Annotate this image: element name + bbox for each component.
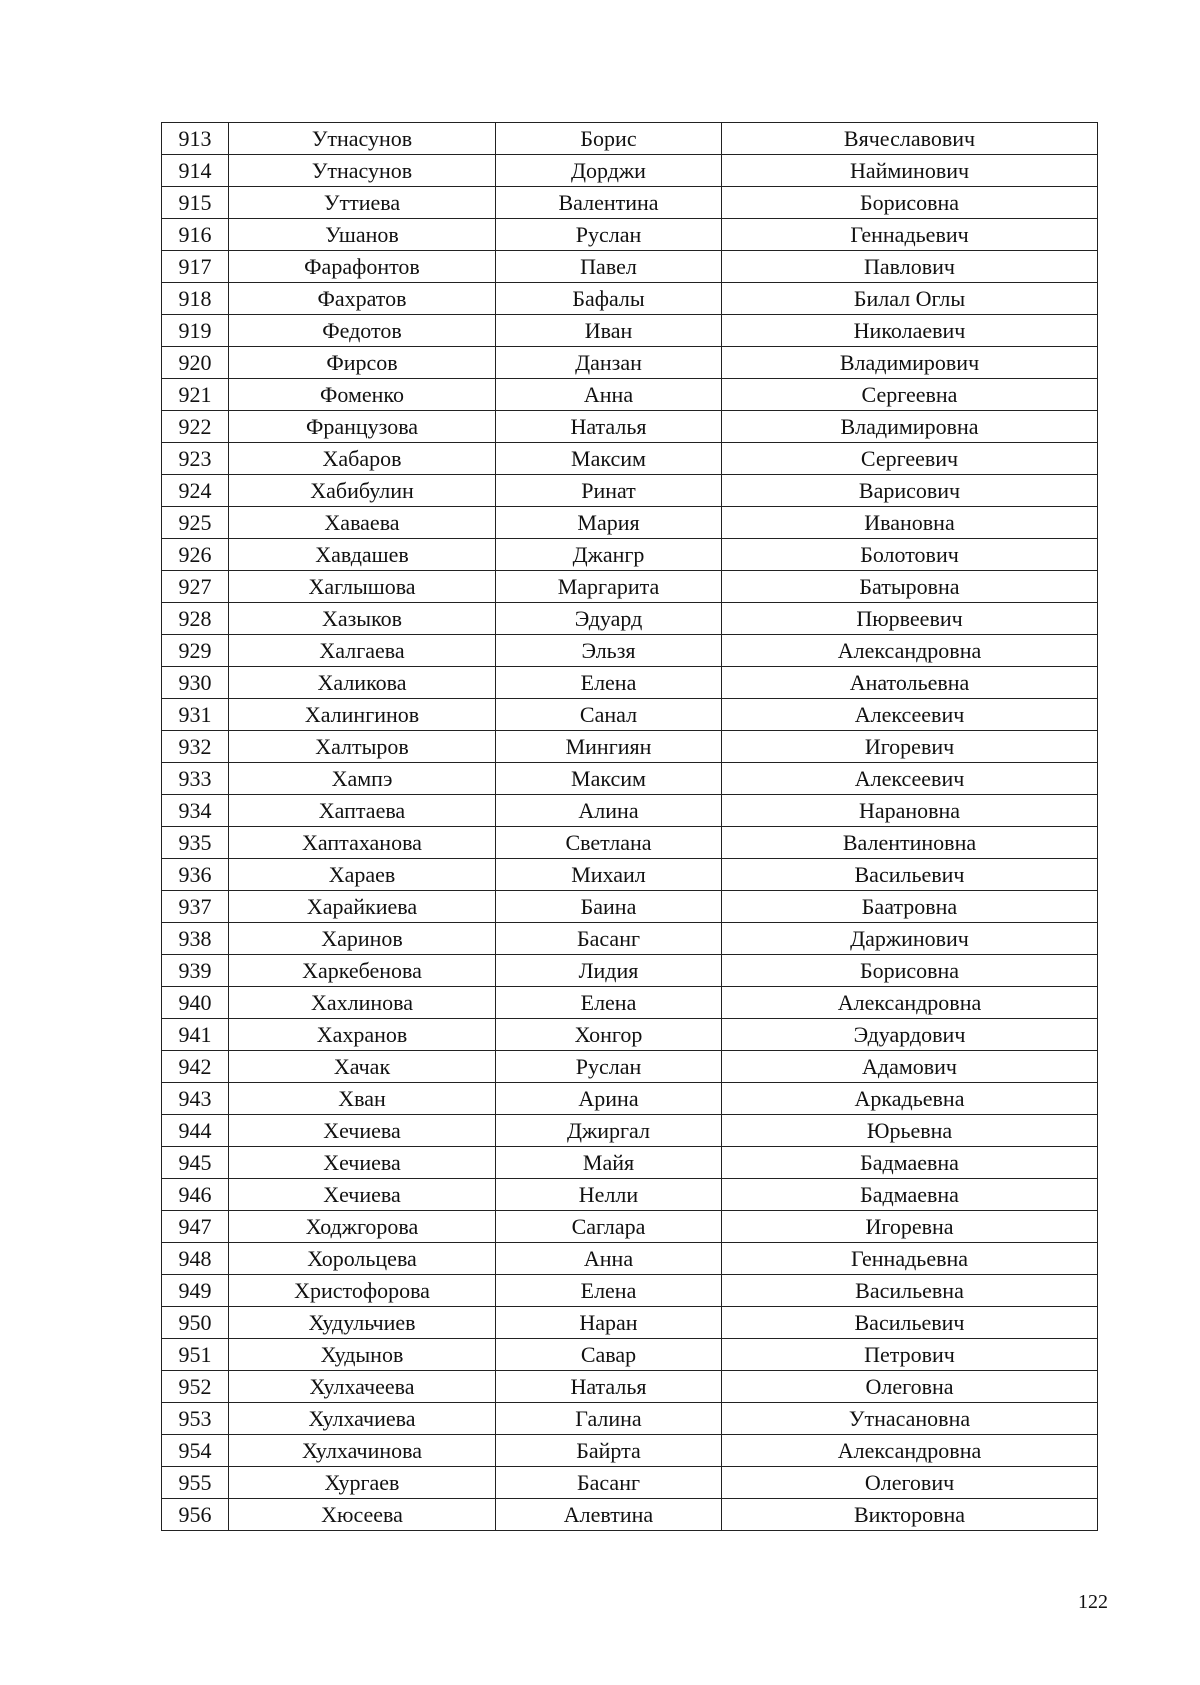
first-name-cell: Руслан xyxy=(496,1051,722,1083)
row-number-cell: 926 xyxy=(162,539,229,571)
patronymic-cell: Павлович xyxy=(722,251,1098,283)
first-name-cell: Джиргал xyxy=(496,1115,722,1147)
table-row xyxy=(162,859,1098,891)
patronymic-cell: Александровна xyxy=(722,987,1098,1019)
last-name-cell: Утнасунов xyxy=(229,155,496,187)
last-name-cell: Халгаева xyxy=(229,635,496,667)
last-name-cell: Уттиева xyxy=(229,187,496,219)
first-name-cell: Елена xyxy=(496,1275,722,1307)
row-number-cell: 914 xyxy=(162,155,229,187)
first-name-cell: Нелли xyxy=(496,1179,722,1211)
first-name-cell: Ринат xyxy=(496,475,722,507)
last-name-cell: Хорольцева xyxy=(229,1243,496,1275)
table-row xyxy=(162,955,1098,987)
patronymic-cell: Геннадьевна xyxy=(722,1243,1098,1275)
patronymic-cell: Николаевич xyxy=(722,315,1098,347)
patronymic-cell: Борисовна xyxy=(722,187,1098,219)
table-row xyxy=(162,379,1098,411)
patronymic-cell: Даржинович xyxy=(722,923,1098,955)
first-name-cell: Максим xyxy=(496,763,722,795)
last-name-cell: Фахратов xyxy=(229,283,496,315)
first-name-cell: Бафалы xyxy=(496,283,722,315)
last-name-cell: Харинов xyxy=(229,923,496,955)
patronymic-cell: Утнасановна xyxy=(722,1403,1098,1435)
last-name-cell: Ходжгорова xyxy=(229,1211,496,1243)
last-name-cell: Хаваева xyxy=(229,507,496,539)
row-number-cell: 939 xyxy=(162,955,229,987)
table-row xyxy=(162,1403,1098,1435)
first-name-cell: Иван xyxy=(496,315,722,347)
patronymic-cell: Болотович xyxy=(722,539,1098,571)
patronymic-cell: Игоревна xyxy=(722,1211,1098,1243)
row-number-cell: 954 xyxy=(162,1435,229,1467)
patronymic-cell: Геннадьевич xyxy=(722,219,1098,251)
patronymic-cell: Вячеславович xyxy=(722,123,1098,155)
first-name-cell: Джангр xyxy=(496,539,722,571)
first-name-cell: Наран xyxy=(496,1307,722,1339)
table-row xyxy=(162,1275,1098,1307)
row-number-cell: 922 xyxy=(162,411,229,443)
first-name-cell: Саглара xyxy=(496,1211,722,1243)
first-name-cell: Светлана xyxy=(496,827,722,859)
first-name-cell: Басанг xyxy=(496,1467,722,1499)
first-name-cell: Максим xyxy=(496,443,722,475)
patronymic-cell: Борисовна xyxy=(722,955,1098,987)
row-number-cell: 936 xyxy=(162,859,229,891)
row-number-cell: 925 xyxy=(162,507,229,539)
last-name-cell: Худынов xyxy=(229,1339,496,1371)
patronymic-cell: Алексеевич xyxy=(722,763,1098,795)
last-name-cell: Хаптаханова xyxy=(229,827,496,859)
patronymic-cell: Алексеевич xyxy=(722,699,1098,731)
first-name-cell: Руслан xyxy=(496,219,722,251)
table-row xyxy=(162,987,1098,1019)
row-number-cell: 938 xyxy=(162,923,229,955)
first-name-cell: Валентина xyxy=(496,187,722,219)
first-name-cell: Наталья xyxy=(496,1371,722,1403)
table-row xyxy=(162,411,1098,443)
table-row xyxy=(162,251,1098,283)
last-name-cell: Хараев xyxy=(229,859,496,891)
last-name-cell: Хазыков xyxy=(229,603,496,635)
table-row xyxy=(162,155,1098,187)
table-row xyxy=(162,731,1098,763)
first-name-cell: Эльзя xyxy=(496,635,722,667)
row-number-cell: 929 xyxy=(162,635,229,667)
row-number-cell: 945 xyxy=(162,1147,229,1179)
patronymic-cell: Сергеевна xyxy=(722,379,1098,411)
patronymic-cell: Бадмаевна xyxy=(722,1179,1098,1211)
row-number-cell: 953 xyxy=(162,1403,229,1435)
table-row xyxy=(162,635,1098,667)
patronymic-cell: Нарановна xyxy=(722,795,1098,827)
table-row xyxy=(162,1243,1098,1275)
first-name-cell: Анна xyxy=(496,379,722,411)
first-name-cell: Савар xyxy=(496,1339,722,1371)
table-row xyxy=(162,571,1098,603)
row-number-cell: 924 xyxy=(162,475,229,507)
patronymic-cell: Валентиновна xyxy=(722,827,1098,859)
first-name-cell: Маргарита xyxy=(496,571,722,603)
last-name-cell: Халикова xyxy=(229,667,496,699)
row-number-cell: 955 xyxy=(162,1467,229,1499)
last-name-cell: Хюсеева xyxy=(229,1499,496,1531)
last-name-cell: Хаптаева xyxy=(229,795,496,827)
name-list-table xyxy=(161,122,1098,1531)
row-number-cell: 949 xyxy=(162,1275,229,1307)
last-name-cell: Хулхачинова xyxy=(229,1435,496,1467)
first-name-cell: Арина xyxy=(496,1083,722,1115)
row-number-cell: 930 xyxy=(162,667,229,699)
table-row xyxy=(162,1179,1098,1211)
row-number-cell: 919 xyxy=(162,315,229,347)
row-number-cell: 933 xyxy=(162,763,229,795)
patronymic-cell: Олегович xyxy=(722,1467,1098,1499)
row-number-cell: 942 xyxy=(162,1051,229,1083)
last-name-cell: Хабибулин xyxy=(229,475,496,507)
patronymic-cell: Эдуардович xyxy=(722,1019,1098,1051)
table-row xyxy=(162,1371,1098,1403)
table-row xyxy=(162,699,1098,731)
table-row xyxy=(162,475,1098,507)
row-number-cell: 923 xyxy=(162,443,229,475)
first-name-cell: Баина xyxy=(496,891,722,923)
patronymic-cell: Олеговна xyxy=(722,1371,1098,1403)
row-number-cell: 956 xyxy=(162,1499,229,1531)
last-name-cell: Хачак xyxy=(229,1051,496,1083)
row-number-cell: 952 xyxy=(162,1371,229,1403)
table-row xyxy=(162,347,1098,379)
row-number-cell: 931 xyxy=(162,699,229,731)
patronymic-cell: Билал Оглы xyxy=(722,283,1098,315)
patronymic-cell: Петрович xyxy=(722,1339,1098,1371)
table-row xyxy=(162,891,1098,923)
table-row xyxy=(162,1499,1098,1531)
first-name-cell: Елена xyxy=(496,667,722,699)
patronymic-cell: Владимировна xyxy=(722,411,1098,443)
patronymic-cell: Адамович xyxy=(722,1051,1098,1083)
last-name-cell: Хахранов xyxy=(229,1019,496,1051)
patronymic-cell: Васильевич xyxy=(722,1307,1098,1339)
table-row xyxy=(162,795,1098,827)
row-number-cell: 918 xyxy=(162,283,229,315)
last-name-cell: Фоменко xyxy=(229,379,496,411)
row-number-cell: 944 xyxy=(162,1115,229,1147)
table-row xyxy=(162,1307,1098,1339)
row-number-cell: 948 xyxy=(162,1243,229,1275)
last-name-cell: Фирсов xyxy=(229,347,496,379)
row-number-cell: 937 xyxy=(162,891,229,923)
patronymic-cell: Александровна xyxy=(722,1435,1098,1467)
row-number-cell: 950 xyxy=(162,1307,229,1339)
patronymic-cell: Васильевич xyxy=(722,859,1098,891)
patronymic-cell: Варисович xyxy=(722,475,1098,507)
last-name-cell: Хахлинова xyxy=(229,987,496,1019)
row-number-cell: 913 xyxy=(162,123,229,155)
table-row xyxy=(162,1083,1098,1115)
patronymic-cell: Пюрвеевич xyxy=(722,603,1098,635)
table-row xyxy=(162,827,1098,859)
last-name-cell: Хавдашев xyxy=(229,539,496,571)
patronymic-cell: Найминович xyxy=(722,155,1098,187)
first-name-cell: Мингиян xyxy=(496,731,722,763)
table-row xyxy=(162,1467,1098,1499)
patronymic-cell: Ивановна xyxy=(722,507,1098,539)
last-name-cell: Хулхачеева xyxy=(229,1371,496,1403)
row-number-cell: 920 xyxy=(162,347,229,379)
patronymic-cell: Баатровна xyxy=(722,891,1098,923)
first-name-cell: Мария xyxy=(496,507,722,539)
row-number-cell: 928 xyxy=(162,603,229,635)
table-row xyxy=(162,283,1098,315)
last-name-cell: Халтыров xyxy=(229,731,496,763)
name-list-body xyxy=(162,123,1098,1531)
last-name-cell: Христофорова xyxy=(229,1275,496,1307)
table-row xyxy=(162,187,1098,219)
patronymic-cell: Александровна xyxy=(722,635,1098,667)
last-name-cell: Хечиева xyxy=(229,1147,496,1179)
table-row xyxy=(162,763,1098,795)
row-number-cell: 947 xyxy=(162,1211,229,1243)
first-name-cell: Борис xyxy=(496,123,722,155)
first-name-cell: Михаил xyxy=(496,859,722,891)
last-name-cell: Хулхачиева xyxy=(229,1403,496,1435)
first-name-cell: Хонгор xyxy=(496,1019,722,1051)
last-name-cell: Хечиева xyxy=(229,1115,496,1147)
row-number-cell: 935 xyxy=(162,827,229,859)
first-name-cell: Байрта xyxy=(496,1435,722,1467)
table-row xyxy=(162,1339,1098,1371)
table-row xyxy=(162,603,1098,635)
last-name-cell: Хаглышова xyxy=(229,571,496,603)
row-number-cell: 934 xyxy=(162,795,229,827)
row-number-cell: 951 xyxy=(162,1339,229,1371)
table-row xyxy=(162,923,1098,955)
first-name-cell: Данзан xyxy=(496,347,722,379)
row-number-cell: 941 xyxy=(162,1019,229,1051)
row-number-cell: 932 xyxy=(162,731,229,763)
first-name-cell: Анна xyxy=(496,1243,722,1275)
table-row xyxy=(162,219,1098,251)
first-name-cell: Галина xyxy=(496,1403,722,1435)
row-number-cell: 917 xyxy=(162,251,229,283)
last-name-cell: Харкебенова xyxy=(229,955,496,987)
last-name-cell: Фарафонтов xyxy=(229,251,496,283)
first-name-cell: Наталья xyxy=(496,411,722,443)
first-name-cell: Алина xyxy=(496,795,722,827)
patronymic-cell: Бадмаевна xyxy=(722,1147,1098,1179)
row-number-cell: 940 xyxy=(162,987,229,1019)
patronymic-cell: Игоревич xyxy=(722,731,1098,763)
row-number-cell: 921 xyxy=(162,379,229,411)
last-name-cell: Французова xyxy=(229,411,496,443)
table-row xyxy=(162,1147,1098,1179)
first-name-cell: Алевтина xyxy=(496,1499,722,1531)
row-number-cell: 915 xyxy=(162,187,229,219)
first-name-cell: Лидия xyxy=(496,955,722,987)
patronymic-cell: Викторовна xyxy=(722,1499,1098,1531)
table-row xyxy=(162,1115,1098,1147)
page-number: 122 xyxy=(1078,1591,1108,1613)
first-name-cell: Майя xyxy=(496,1147,722,1179)
last-name-cell: Хургаев xyxy=(229,1467,496,1499)
patronymic-cell: Анатольевна xyxy=(722,667,1098,699)
first-name-cell: Елена xyxy=(496,987,722,1019)
patronymic-cell: Васильевна xyxy=(722,1275,1098,1307)
last-name-cell: Хабаров xyxy=(229,443,496,475)
first-name-cell: Басанг xyxy=(496,923,722,955)
last-name-cell: Ушанов xyxy=(229,219,496,251)
last-name-cell: Хван xyxy=(229,1083,496,1115)
table-row xyxy=(162,507,1098,539)
table-row xyxy=(162,539,1098,571)
patronymic-cell: Аркадьевна xyxy=(722,1083,1098,1115)
last-name-cell: Харайкиева xyxy=(229,891,496,923)
first-name-cell: Санал xyxy=(496,699,722,731)
patronymic-cell: Владимирович xyxy=(722,347,1098,379)
last-name-cell: Хампэ xyxy=(229,763,496,795)
last-name-cell: Халингинов xyxy=(229,699,496,731)
patronymic-cell: Сергеевич xyxy=(722,443,1098,475)
patronymic-cell: Батыровна xyxy=(722,571,1098,603)
row-number-cell: 943 xyxy=(162,1083,229,1115)
table-row xyxy=(162,443,1098,475)
table-row xyxy=(162,1435,1098,1467)
table-row xyxy=(162,123,1098,155)
last-name-cell: Федотов xyxy=(229,315,496,347)
row-number-cell: 916 xyxy=(162,219,229,251)
first-name-cell: Павел xyxy=(496,251,722,283)
table-row xyxy=(162,315,1098,347)
row-number-cell: 946 xyxy=(162,1179,229,1211)
first-name-cell: Эдуард xyxy=(496,603,722,635)
patronymic-cell: Юрьевна xyxy=(722,1115,1098,1147)
row-number-cell: 927 xyxy=(162,571,229,603)
table-row xyxy=(162,1211,1098,1243)
table-row xyxy=(162,1051,1098,1083)
last-name-cell: Утнасунов xyxy=(229,123,496,155)
first-name-cell: Дорджи xyxy=(496,155,722,187)
last-name-cell: Хечиева xyxy=(229,1179,496,1211)
table-row xyxy=(162,667,1098,699)
table-row xyxy=(162,1019,1098,1051)
last-name-cell: Худульчиев xyxy=(229,1307,496,1339)
